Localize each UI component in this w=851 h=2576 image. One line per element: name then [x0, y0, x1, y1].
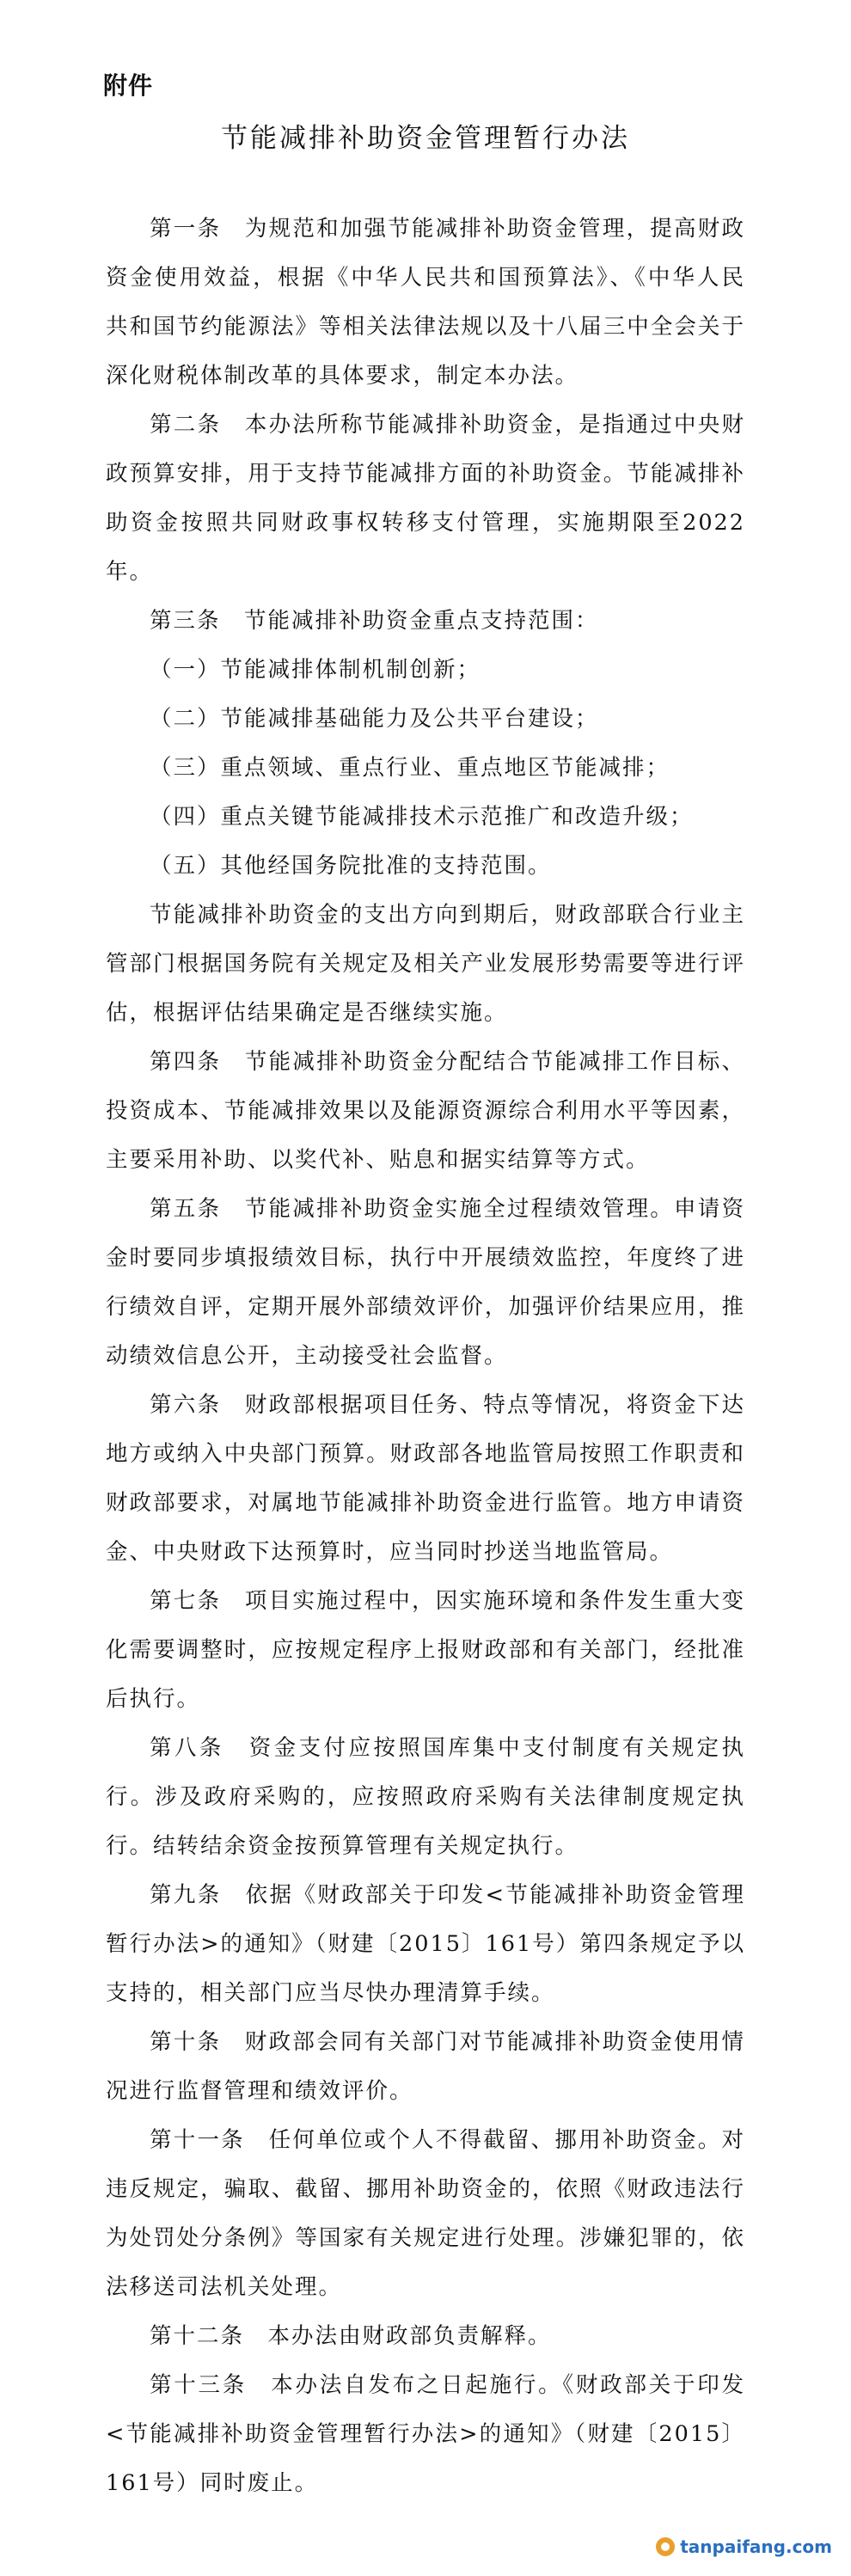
article-10: 第十条 财政部会同有关部门对节能减排补助资金使用情况进行监督管理和绩效评价。: [106, 2029, 745, 2104]
watermark-logo-icon: [656, 2537, 675, 2556]
attachment-label: 附件: [103, 71, 154, 100]
article-11: 第十一条 任何单位或个人不得截留、挪用补助资金。对违反规定，骗取、截留、挪用补助资金的，依照《财政违法行为处罚处分条例》等国家有关规定进行处理。涉嫌犯罪的，依法移送司法机关处理。: [106, 2127, 745, 2300]
scope-item-4: （四）重点关键节能减排技术示范推广和改造升级；: [150, 804, 694, 830]
article-5: 第五条 节能减排补助资金实施全过程绩效管理。申请资金时要同步填报绩效目标，执行中开展绩效监控，年度终了进行绩效自评，定期开展外部绩效评价，加强评价结果应用，推动绩效信息公开，主动接受社会监督。: [106, 1196, 745, 1369]
article-1: 第一条 为规范和加强节能减排补助资金管理，提高财政资金使用效益，根据《中华人民共和国预算法》、《中华人民共和国节约能源法》等相关法律法规以及十八届三中全会关于深化财税体制改革的具体要求，制定本办法。: [106, 216, 745, 389]
article-12: 第十二条 本办法由财政部负责解释。: [150, 2323, 552, 2349]
document-body: [106, 205, 745, 2508]
article-3-evaluation: 节能减排补助资金的支出方向到期后，财政部联合行业主管部门根据国务院有关规定及相关产业发展形势需要等进行评估，根据评估结果确定是否继续实施。: [106, 902, 745, 1026]
article-9: 第九条 依据《财政部关于印发<节能减排补助资金管理暂行办法>的通知》（财建〔2015〕161号）第四条规定予以支持的，相关部门应当尽快办理清算手续。: [106, 1882, 745, 2006]
article-3: 第三条 节能减排补助资金重点支持范围：: [150, 608, 599, 634]
scope-item-3: （三）重点领域、重点行业、重点地区节能减排；: [150, 755, 670, 781]
article-8: 第八条 资金支付应按照国库集中支付制度有关规定执行。涉及政府采购的，应按照政府采购有关法律制度规定执行。结转结余资金按预算管理有关规定执行。: [106, 1735, 745, 1859]
watermark-text: tanpaifang.com: [680, 2536, 832, 2557]
article-6: 第六条 财政部根据项目任务、特点等情况，将资金下达地方或纳入中央部门预算。财政部各地监管局按照工作职责和财政部要求，对属地节能减排补助资金进行监管。地方申请资金、中央财政下达预算时，应当同时抄送当地监管局。: [106, 1392, 745, 1565]
scope-item-2: （二）节能减排基础能力及公共平台建设；: [150, 706, 599, 732]
article-13: 第十三条 本办法自发布之日起施行。《财政部关于印发<节能减排补助资金管理暂行办法>的通知》（财建〔2015〕161号）同时废止。: [106, 2372, 745, 2496]
article-2: 第二条 本办法所称节能减排补助资金，是指通过中央财政预算安排，用于支持节能减排方面的补助资金。节能减排补助资金按照共同财政事权转移支付管理，实施期限至2022年。: [106, 412, 745, 585]
article-7: 第七条 项目实施过程中，因实施环境和条件发生重大变化需要调整时，应按规定程序上报财政部和有关部门，经批准后执行。: [106, 1588, 745, 1712]
article-4: 第四条 节能减排补助资金分配结合节能减排工作目标、投资成本、节能减排效果以及能源资源综合利用水平等因素，主要采用补助、以奖代补、贴息和据实结算等方式。: [106, 1049, 745, 1173]
scope-item-1: （一）节能减排体制机制创新；: [150, 657, 481, 683]
scope-item-5: （五）其他经国务院批准的支持范围。: [150, 853, 552, 879]
document-title: 节能减排补助资金管理暂行办法: [221, 123, 630, 154]
site-watermark: [656, 2536, 832, 2557]
